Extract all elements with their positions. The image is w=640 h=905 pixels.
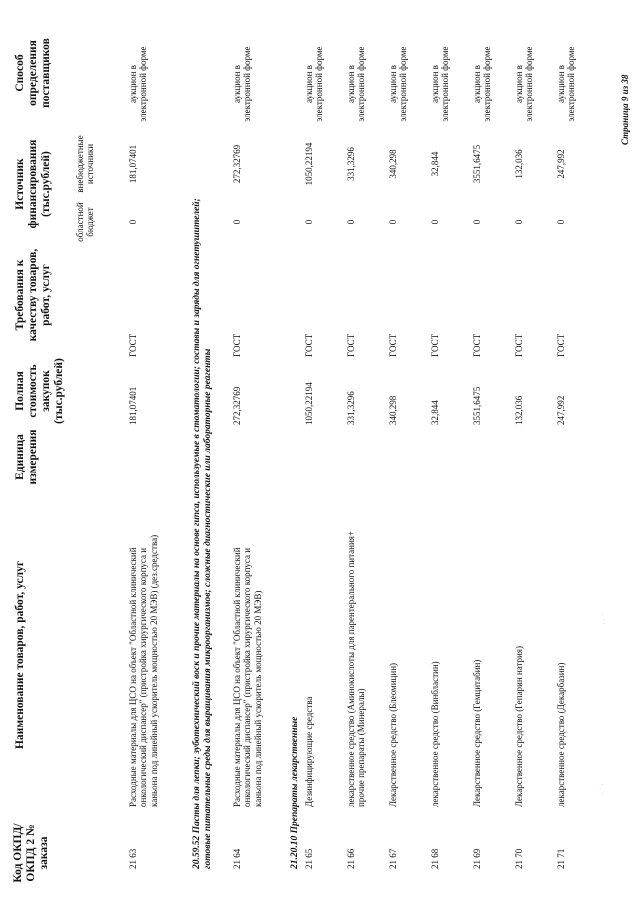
header-name: Наименование товаров, работ, услуг (14, 560, 26, 750)
row-name: Расходные материалы для ЦСО на объект "Областной клинический онкологический диспансер" (пристройка хирургического корпуса и каньона под линейный ускоритель мощностью 20 МЭВ) (232, 547, 263, 807)
row-code: 21 65 (304, 848, 314, 869)
row-cost: 32,844 (430, 400, 440, 425)
row-name: Лекарственное средство (Гепарин натрия) (514, 646, 524, 807)
row-code: 21 71 (556, 848, 566, 869)
row-cost: 3551,6475 (472, 386, 482, 425)
row-method: аукцион в электронной форме (304, 46, 325, 122)
row-vne: 331,3296 (346, 147, 356, 181)
row-vne: 247,992 (556, 149, 566, 179)
row-vne: 132,036 (514, 149, 524, 179)
row-cost: 132,036 (514, 395, 524, 425)
row-code: 21 63 (128, 848, 138, 869)
row-cost: 247,992 (556, 395, 566, 425)
row-vne: 181,07401 (128, 144, 138, 184)
row-method: аукцион в электронной форме (556, 46, 577, 122)
row-oblast: 0 (472, 219, 482, 225)
header-method: Способ определения поставщиков (14, 38, 52, 108)
row-requirements: ГОСТ (556, 333, 566, 357)
row-method: аукцион в электронной форме (346, 46, 367, 122)
row-oblast: 0 (232, 219, 242, 225)
section-name: Препараты лекарственные (290, 716, 300, 834)
row-cost: 1050,22194 (304, 382, 314, 425)
row-oblast: 0 (430, 219, 440, 225)
header-unit: Единица измерения (14, 429, 39, 485)
row-name: лекарственное средство (Декарбазин) (556, 662, 566, 807)
row-method: аукцион в электронной форме (232, 46, 253, 122)
section-heading (192, 169, 215, 869)
row-name: Лекарственное средство (Блеомицин) (388, 662, 398, 807)
header-source: Источник финансирования (тыс.рублей) (14, 139, 52, 229)
row-requirements: ГОСТ (346, 333, 356, 357)
row-name: лекарственное средство (Винбластин) (430, 661, 440, 807)
header-source-oblast: областной бюджет (75, 202, 95, 242)
row-cost: 340,298 (388, 395, 398, 425)
row-code: 21 66 (346, 848, 356, 869)
row-oblast: 0 (304, 219, 314, 225)
row-name: лекарственное средство (Аминокислоты для парентерального питания+ прочие препараты (Минералы) (346, 531, 367, 807)
section-name: Пасты для лепки; зуботехнический воск и прочие материалы на основе гипса, используемые в стоматологии; составы и заряды для огнетушителей; готовые питательные среды для выращивания микроорганизмов; сложные диагностические или лабораторные реагенты (192, 198, 214, 869)
row-requirements: ГОСТ (514, 333, 524, 357)
row-vne: 32,844 (430, 151, 440, 177)
section-code: 20.59.52 (192, 835, 202, 869)
row-name: Лекарственное средство (Гемцитабин) (472, 659, 482, 807)
row-code: 21 67 (388, 848, 398, 869)
row-code: 21 69 (472, 848, 482, 869)
section-heading (290, 169, 301, 869)
row-requirements: ГОСТ (128, 333, 138, 357)
row-vne: 1050,22194 (304, 142, 314, 186)
row-method: аукцион в электронной форме (128, 46, 149, 122)
row-code: 21 68 (430, 848, 440, 869)
row-method: аукцион в электронной форме (472, 46, 493, 122)
header-requirements: Требования к качеству товаров, работ, услуг (14, 248, 52, 342)
row-requirements: ГОСТ (430, 333, 440, 357)
row-name: Расходные материалы для ЦСО на объект "Областной клинический онкологический диспансер" (пристройка хирургического корпуса и каньона под линейный ускоритель мощностью 20 МЭВ) (дез.средства) (128, 534, 159, 807)
header-cost: Полная стоимость закупок (тыс.рублей) (14, 358, 65, 424)
row-vne: 340,298 (388, 149, 398, 179)
row-vne: 3551,6475 (472, 144, 482, 184)
section-code: 21.20.10 (290, 835, 300, 869)
row-method: аукцион в электронной форме (388, 46, 409, 122)
row-cost: 181,07401 (128, 386, 138, 425)
row-code: 21 70 (514, 848, 524, 869)
row-oblast: 0 (388, 219, 398, 225)
header-code: Код ОКПД/ ОКПД 2 № заказа (12, 823, 50, 883)
row-method: аукцион в электронной форме (430, 46, 451, 122)
page-number: Страница 9 из 38 (620, 74, 630, 145)
row-code: 21 64 (232, 848, 242, 869)
header-source-vne: внебюджетные источники (75, 135, 95, 193)
scan-artifact: · ˙ ‧ (598, 783, 607, 795)
row-method: аукцион в электронной форме (514, 46, 535, 122)
row-cost: 331,3296 (346, 391, 356, 425)
row-name: Дезинфицирующие средства (304, 696, 314, 807)
row-requirements: ГОСТ (232, 333, 242, 357)
scan-artifact: ‧ · ˙ (600, 613, 609, 625)
row-requirements: ГОСТ (472, 333, 482, 357)
row-requirements: ГОСТ (304, 333, 314, 357)
row-cost: 272,32769 (232, 386, 242, 425)
row-oblast: 0 (128, 219, 138, 225)
row-requirements: ГОСТ (388, 333, 398, 357)
row-oblast: 0 (346, 219, 356, 225)
row-oblast: 0 (556, 219, 566, 225)
row-vne: 272,32769 (232, 144, 242, 184)
row-oblast: 0 (514, 219, 524, 225)
